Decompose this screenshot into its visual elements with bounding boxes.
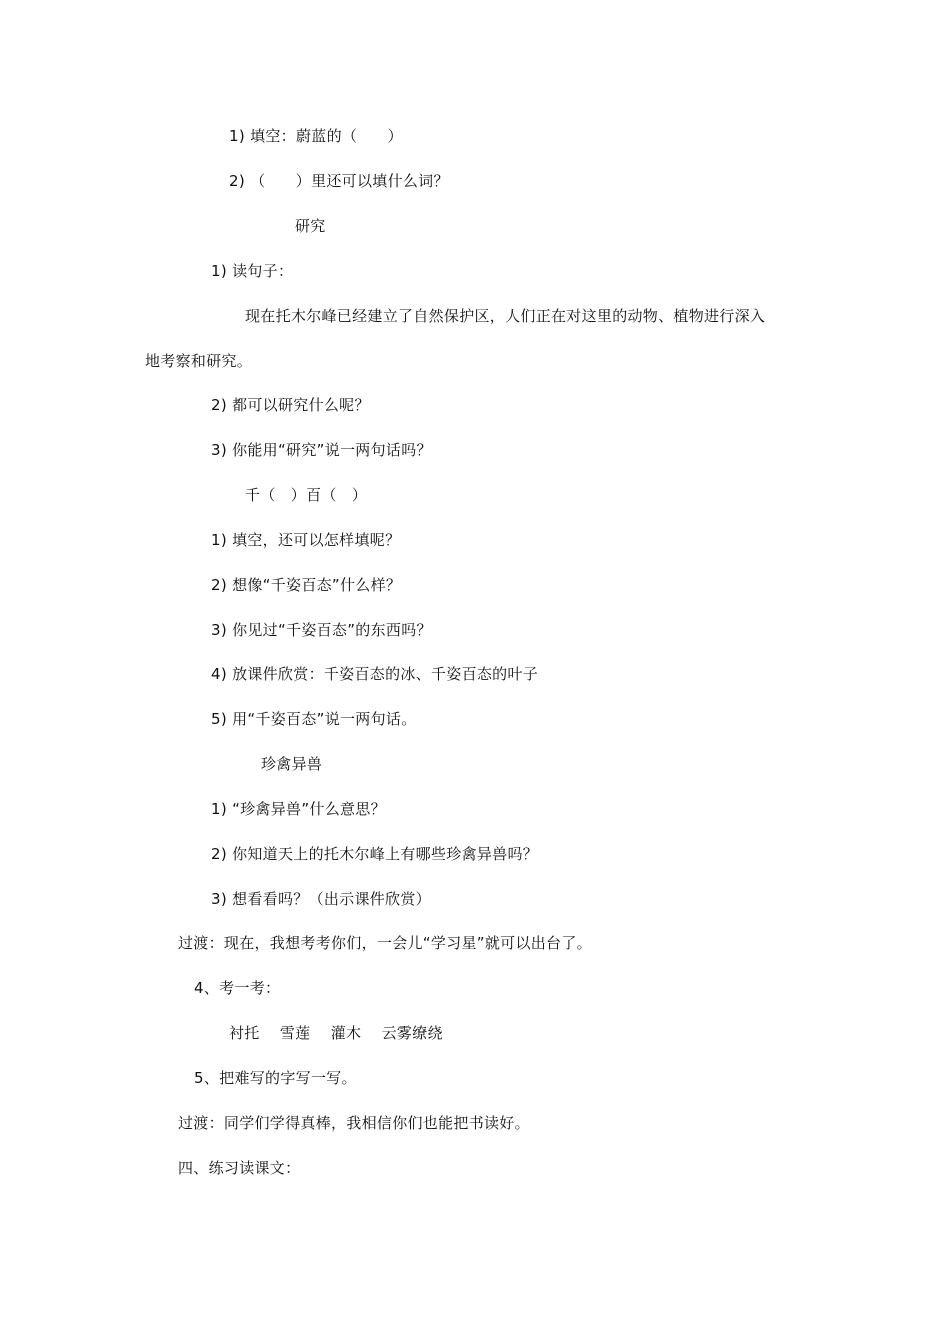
want-to-see-item: 3) 想看看吗？（出示课件欣赏） xyxy=(211,890,431,908)
imagine-item: 2) 想像“千姿百态”什么样？ xyxy=(211,576,402,594)
fill-blank-azure: 1) 填空：蔚蓝的（ ） xyxy=(229,127,403,145)
word-list: 衬托 雪莲 灌木 云雾缭绕 xyxy=(229,1024,443,1042)
example-sentence-line-1: 现在托木尔峰已经建立了自然保护区，人们正在对这里的动物、植物进行深入 xyxy=(245,307,766,325)
section-heading-research: 研究 xyxy=(295,217,326,235)
section-heading-rare-animals: 珍禽异兽 xyxy=(261,755,323,773)
meaning-item: 1) “珍禽异兽”什么意思？ xyxy=(211,800,386,818)
fill-blank-qian-bai: 1) 填空，还可以怎样填呢？ xyxy=(211,531,401,549)
know-item: 2) 你知道天上的托木尔峰上有哪些珍禽异兽吗？ xyxy=(211,845,539,863)
step-4-test: 4、考一考： xyxy=(194,979,281,997)
step-5-write: 5、把难写的字写一写。 xyxy=(194,1069,357,1087)
fill-blank-other-words: 2) （ ）里还可以填什么词？ xyxy=(229,172,449,190)
section-4-heading: 四、练习读课文： xyxy=(178,1159,301,1177)
transition-test: 过渡：现在，我想考考你们，一会儿“学习星”就可以出台了。 xyxy=(178,934,592,952)
section-heading-qian-bai: 千（ ）百（ ） xyxy=(245,486,368,504)
transition-read: 过渡：同学们学得真棒，我相信你们也能把书读好。 xyxy=(178,1114,530,1132)
sentence-usage-item: 5) 用“千姿百态”说一两句话。 xyxy=(211,710,417,728)
seen-item: 3) 你见过“千姿百态”的东西吗？ xyxy=(211,621,432,639)
research-question-item: 2) 都可以研究什么呢？ xyxy=(211,396,370,414)
read-sentence-item: 1) 读句子： xyxy=(211,262,294,280)
example-sentence-line-2: 地考察和研究。 xyxy=(145,352,253,370)
research-usage-item: 3) 你能用“研究”说一两句话吗？ xyxy=(211,441,432,459)
courseware-item: 4) 放课件欣赏：千姿百态的冰、千姿百态的叶子 xyxy=(211,665,539,683)
